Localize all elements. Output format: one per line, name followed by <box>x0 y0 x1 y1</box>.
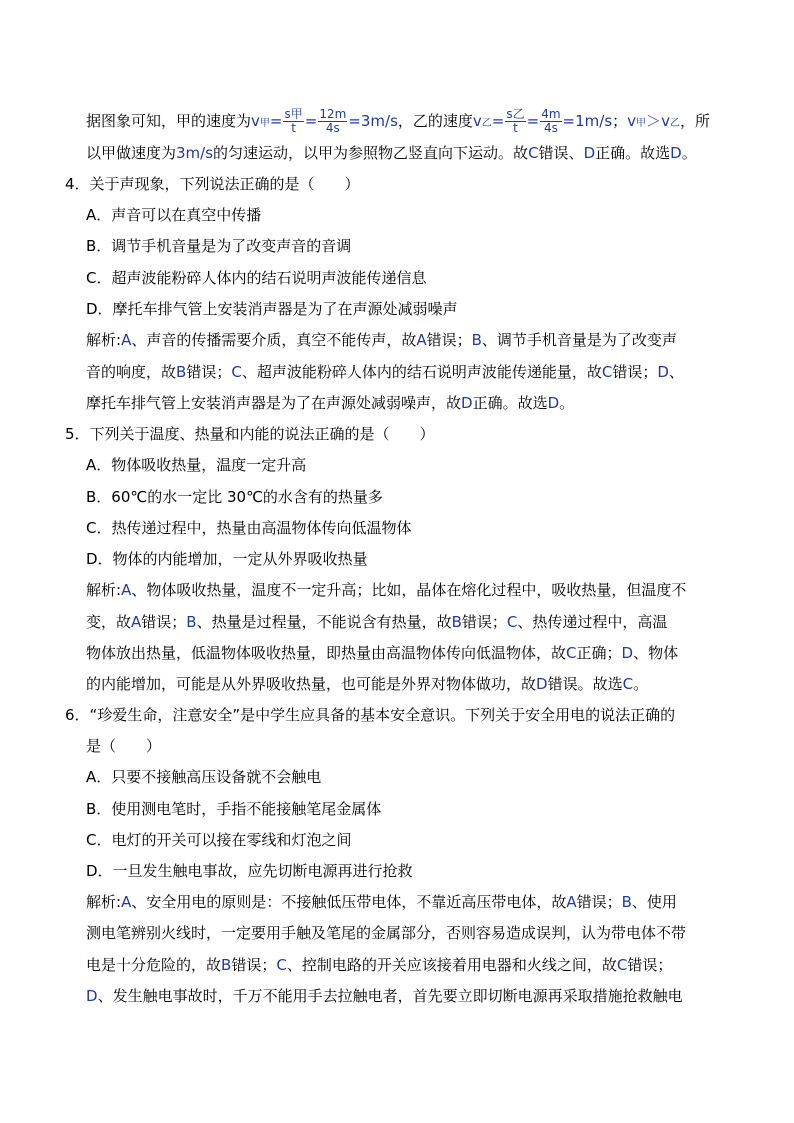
option-ref: B <box>186 613 197 631</box>
text-segment: 错误； <box>141 613 187 631</box>
equals-sign: = <box>269 112 283 130</box>
text-segment: 物体放出热量，低温物体吸收热量，即热量由高温物体传向低温物体，故 <box>86 644 567 662</box>
fraction-numerator: s甲 <box>284 107 303 121</box>
q3-analysis-line2 <box>86 142 697 164</box>
equals-sign: = <box>304 112 318 130</box>
text-segment: 、超声波能粉碎人体内的结石说明声波能传递能量，故 <box>241 363 602 381</box>
option-ref: A <box>121 581 132 599</box>
option-ref: A <box>416 331 427 349</box>
fraction-numerator: 12m <box>319 107 347 121</box>
text-segment: 。 <box>633 675 649 693</box>
text-segment: 摩托车排气管上安装消声器是为了在声源处减弱噪声，故 <box>86 394 462 412</box>
q5-stem: 5．下列关于温度、热量和内能的说法正确的是（ ） <box>65 425 435 443</box>
text-segment: 变，故 <box>86 613 132 631</box>
text-segment: 正确。故选 <box>595 144 671 162</box>
text-segment: ，乙的速度 <box>397 112 473 130</box>
option-ref: C <box>528 144 539 162</box>
text-segment: 、 <box>668 363 684 381</box>
fraction-12m-over-4s <box>318 108 347 135</box>
option-ref: D <box>547 394 560 412</box>
fraction-denominator: t <box>291 121 296 135</box>
text-segment: 错误； <box>627 956 673 974</box>
text-segment: 错误； <box>576 893 622 911</box>
text-segment: 、控制电路的开关应该接着用电器和火线之间，故 <box>286 956 617 974</box>
option-ref: C <box>276 956 287 974</box>
text-segment: 、热传递过程中，高温 <box>517 613 668 631</box>
analysis-label: 解析: <box>86 331 122 349</box>
option-ref: B <box>176 363 187 381</box>
greater-than-sign: ＞ <box>646 112 662 130</box>
option-ref: D <box>670 144 682 162</box>
q4-analysis-line1 <box>86 329 677 351</box>
fraction-s-over-t <box>283 108 303 135</box>
q5-analysis-line3 <box>86 642 678 664</box>
fraction-numerator: s乙 <box>506 107 525 121</box>
analysis-label: 解析: <box>86 893 122 911</box>
text-segment: ； <box>612 112 628 130</box>
text-segment: 错误； <box>612 363 658 381</box>
option-ref: D <box>621 644 634 662</box>
option-ref: A <box>131 613 142 631</box>
q5-option-b: B．60℃的水一定比 30℃的水含有的热量多 <box>86 488 383 506</box>
text-segment: 电是十分危险的，故 <box>86 956 222 974</box>
q4-analysis-line2 <box>86 361 684 383</box>
fraction-numerator: 4m <box>541 107 561 121</box>
text-segment: 错误、 <box>538 144 584 162</box>
q5-option-d: D．物体的内能增加，一定从外界吸收热量 <box>86 550 368 568</box>
velocity-symbol: v <box>251 112 260 130</box>
q6-stem-line1: 6．“珍爱生命，注意安全”是中学生应具备的基本安全意识。下列关于安全用电的说法正确的 <box>65 706 676 724</box>
option-ref: B <box>221 956 232 974</box>
text-segment: 错误； <box>461 613 507 631</box>
option-ref: A <box>566 893 577 911</box>
q4-option-c: C．超声波能粉碎人体内的结石说明声波能传递信息 <box>86 269 427 287</box>
q4-option-b: B．调节手机音量是为了改变声音的音调 <box>86 237 352 255</box>
q6-option-a: A．只要不接触高压设备就不会触电 <box>86 768 322 786</box>
text-segment: 音的响度，故 <box>86 363 177 381</box>
fraction-denominator: 4s <box>543 121 558 135</box>
velocity-subscript: 乙 <box>481 118 492 129</box>
q6-analysis-line1 <box>86 891 677 913</box>
text-segment: 据图象可知，甲的速度为 <box>86 112 252 130</box>
text-segment: 、物体 <box>633 644 679 662</box>
q6-option-b: B．使用测电笔时，手指不能接触笔尾金属体 <box>86 800 382 818</box>
option-ref: D <box>86 987 98 1005</box>
option-ref: B <box>621 893 632 911</box>
option-ref: C <box>616 956 628 974</box>
q4-option-a: A．声音可以在真空中传播 <box>86 206 262 224</box>
q4-option-d: D．摩托车排气管上安装消声器是为了在声源处减弱噪声 <box>86 300 458 318</box>
option-ref: C <box>601 363 613 381</box>
option-ref: D <box>461 394 473 412</box>
fraction-4m-over-4s <box>540 108 561 135</box>
option-ref: C <box>231 363 242 381</box>
text-segment: 、热量是过程量，不能说含有热量，故 <box>196 613 452 631</box>
result-value: =3m/s <box>348 112 398 130</box>
velocity-symbol: v <box>472 112 482 130</box>
option-ref: D <box>536 675 548 693</box>
option-ref: C <box>566 644 577 662</box>
text-segment: 、调节手机音量是为了改变声 <box>481 331 677 349</box>
option-ref: C <box>622 675 634 693</box>
velocity-subscript: 乙 <box>669 118 680 129</box>
q6-option-c: C．电灯的开关可以接在零线和灯泡之间 <box>86 831 352 849</box>
text-segment: 错误； <box>426 331 472 349</box>
text-segment: 。 <box>681 144 697 162</box>
q6-analysis-line3 <box>86 954 672 976</box>
text-segment: 错误； <box>186 363 232 381</box>
velocity-subscript: 甲 <box>636 118 647 129</box>
q5-option-a: A．物体吸收热量，温度一定升高 <box>86 456 307 474</box>
q6-stem-line2: 是（ ） <box>86 737 162 755</box>
analysis-label: 解析: <box>86 581 122 599</box>
q4-analysis-line3 <box>86 392 574 414</box>
q6-analysis-line4 <box>86 985 683 1007</box>
text-segment: 正确； <box>576 644 622 662</box>
q4-stem: 4．关于声现象，下列说法正确的是（ ） <box>65 175 360 193</box>
q6-option-d: D．一旦发生触电事故，应先切断电源再进行抢救 <box>86 862 413 880</box>
q5-analysis-line2 <box>86 611 667 633</box>
q5-option-c: C．热传递过程中，热量由高温物体传向低温物体 <box>86 519 412 537</box>
q5-analysis-line1 <box>86 579 686 601</box>
text-segment: 。 <box>559 394 575 412</box>
q3-analysis-line1 <box>86 103 710 142</box>
option-ref: C <box>506 613 518 631</box>
equals-sign: = <box>491 112 505 130</box>
q6-analysis-line2 <box>86 922 686 944</box>
option-ref: D <box>657 363 669 381</box>
text-segment: 错误。故选 <box>547 675 623 693</box>
text-segment: 测电笔辨别火线时，一定要用手触及笔尾的金属部分，否则容易造成误判，认为带电体不带 <box>86 924 687 942</box>
result-value: =1m/s <box>562 112 613 130</box>
option-ref: B <box>471 331 482 349</box>
fraction-s-over-t <box>505 108 525 135</box>
text-segment: 、发生触电事故时，千万不能用手去拉触电者，首先要立即切断电源再采取措施抢救触电 <box>97 987 683 1005</box>
value-highlight: 3m/s <box>176 144 214 162</box>
option-ref: A <box>121 893 132 911</box>
text-segment: 、使用 <box>631 893 677 911</box>
text-segment: 以甲做速度为 <box>86 144 177 162</box>
text-segment: 、安全用电的原则是：不接触低压带电体，不靠近高压带电体，故 <box>131 893 567 911</box>
text-segment: 错误； <box>231 956 277 974</box>
text-segment: 的内能增加，可能是从外界吸收热量，也可能是外界对物体做功，故 <box>86 675 537 693</box>
option-ref: B <box>451 613 462 631</box>
q5-analysis-line4 <box>86 673 648 695</box>
fraction-denominator: t <box>513 121 518 135</box>
text-segment: ，所 <box>679 112 710 130</box>
text-segment: 的匀速运动，以甲为参照物乙竖直向下运动。故 <box>213 144 529 162</box>
text-segment: 、物体吸收热量，温度不一定升高；比如，晶体在熔化过程中，吸收热量，但温度不 <box>131 581 687 599</box>
option-ref: A <box>121 331 132 349</box>
text-segment: 正确。故选 <box>472 394 548 412</box>
velocity-symbol: v <box>661 112 670 130</box>
option-ref: D <box>583 144 596 162</box>
velocity-symbol: v <box>627 112 637 130</box>
velocity-subscript: 甲 <box>259 118 270 129</box>
fraction-denominator: 4s <box>325 121 340 135</box>
text-segment: 、声音的传播需要介质，真空不能传声，故 <box>131 331 417 349</box>
equals-sign: = <box>526 112 540 130</box>
